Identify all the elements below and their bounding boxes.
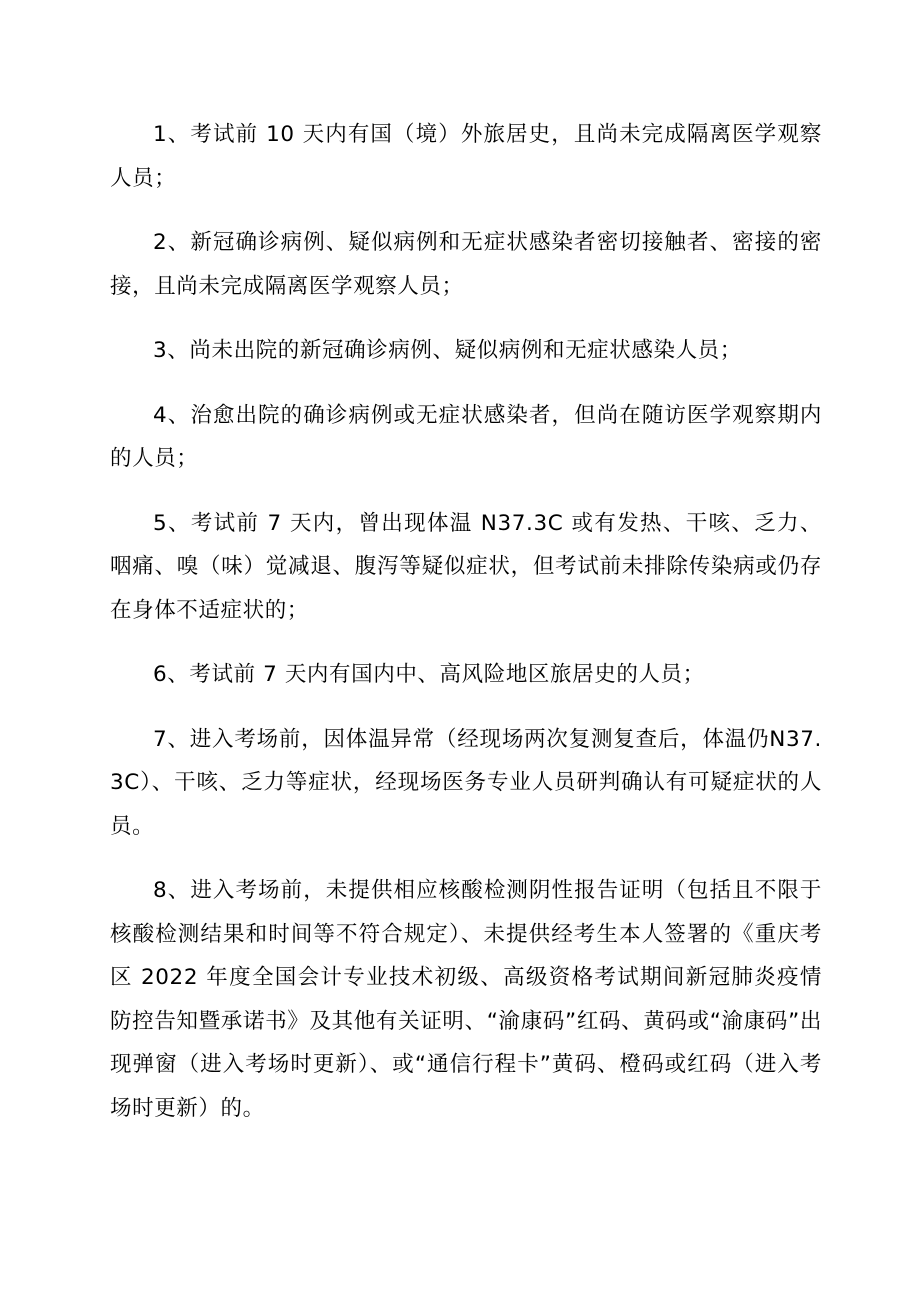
list-item-6: 6、考试前 7 天内有国内中、高风险地区旅居史的人员； (153, 662, 705, 687)
document-body (110, 113, 822, 1151)
list-item-1: 1、考试前 10 天内有国（境）外旅居史，且尚未完成隔离医学观察人员； (110, 122, 822, 191)
list-item-2: 2、新冠确诊病例、疑似病例和无症状感染者密切接触者、密接的密接，且尚未完成隔离医学观察人员； (110, 230, 822, 299)
list-item-5: 5、考试前 7 天内，曾出现体温 N37.3C 或有发热、干咳、乏力、咽痛、嗅（味）觉减退、腹泻等疑似症状，但考试前未排除传染病或仍存在身体不适症状的； (110, 510, 822, 623)
list-item-8: 8、进入考场前，未提供相应核酸检测阴性报告证明（包括且不限于核酸检测结果和时间等不符合规定）、未提供经考生本人签署的《重庆考区 2022 年度全国会计专业技术初级、高级资格考试期间新冠肺炎疫情防控告知暨承诺书》及其他有关证明、“渝康码”红码、黄码或“渝康码”出现弹窗（进入考场时更新）、或“通信行程卡”黄码、橙码或红码（进入考场时更新）的。 (110, 878, 822, 1121)
list-item-4: 4、治愈出院的确诊病例或无症状感染者，但尚在随访医学观察期内的人员； (110, 402, 822, 471)
list-item-3: 3、尚未出院的新冠确诊病例、疑似病例和无症状感染人员； (153, 338, 742, 363)
list-item-7: 7、进入考场前，因体温异常（经现场两次复测复查后，体温仍N37.3C）、干咳、乏力等症状，经现场医务专业人员研判确认有可疑症状的人员。 (110, 726, 822, 839)
